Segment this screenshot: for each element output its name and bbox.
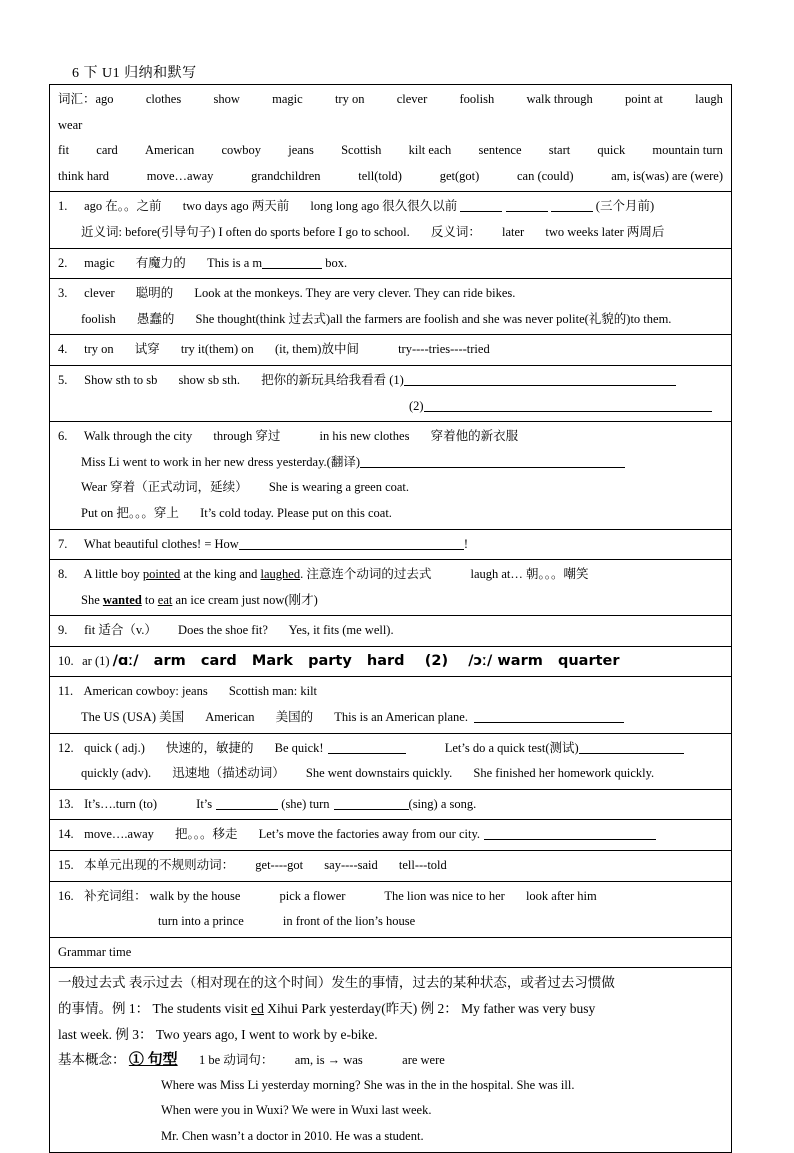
vocab-word: clothes bbox=[145, 92, 182, 106]
item-text: in front of the lion’s house bbox=[282, 914, 416, 929]
item-text: walk by the house bbox=[149, 888, 241, 903]
answer-blank[interactable] bbox=[474, 709, 624, 723]
item-12 bbox=[50, 734, 731, 790]
vocab-word: grandchildren bbox=[251, 168, 321, 183]
item-text: ! bbox=[463, 536, 468, 551]
item-number: 1. bbox=[58, 199, 68, 214]
item-text: It’s bbox=[196, 796, 213, 811]
item-text: try it(them) on bbox=[180, 342, 254, 357]
answer-blank[interactable] bbox=[551, 198, 593, 212]
item-text: This is a m bbox=[206, 255, 263, 270]
vocab-word: laugh bbox=[695, 92, 723, 106]
vocab-line-1 bbox=[58, 87, 723, 113]
item-text: 迅速地（描述动词） bbox=[172, 766, 285, 781]
item-text: Put on 把。。。穿上 bbox=[81, 505, 179, 520]
answer-blank[interactable] bbox=[404, 372, 676, 386]
item-text: later bbox=[502, 224, 525, 239]
underlined-suffix: ed bbox=[251, 1001, 264, 1016]
vocab-word: show bbox=[213, 92, 240, 106]
item-text: It’s cold today. Please put on this coat. bbox=[200, 505, 392, 520]
worksheet-table bbox=[49, 84, 732, 1153]
item-text: laugh at… 朝。。。嘲笑 bbox=[470, 567, 589, 582]
item-number: 6. bbox=[58, 429, 68, 444]
item-text: The US (USA) 美国 bbox=[81, 710, 185, 725]
item-number: 11. bbox=[58, 684, 74, 699]
item-4 bbox=[50, 335, 731, 366]
grammar-text: 一般过去式 表示过去（相对现在的这个时间）发生的事情，过去的某种状态，或者过去习惯做 bbox=[58, 975, 615, 991]
item-text: She thought(think 过去式)all the farmers are foolish and she was never polite(礼貌的)to them. bbox=[195, 311, 672, 326]
vocab-word: can (could) bbox=[516, 168, 574, 183]
item-text: long long ago 很久很久以前 bbox=[310, 199, 458, 214]
item-text: 聪明的 bbox=[135, 286, 174, 301]
item-text: 美国的 bbox=[275, 710, 314, 725]
page-title: 6 下 U1 归纳和默写 bbox=[72, 66, 197, 81]
vocab-row bbox=[50, 85, 731, 192]
item-number: 7. bbox=[58, 536, 68, 551]
item-text: clever bbox=[84, 286, 115, 301]
item-number: 16. bbox=[58, 888, 74, 903]
item-number: 15. bbox=[58, 858, 74, 873]
item-text: Show sth to sb bbox=[84, 372, 158, 387]
item-text: 愚蠢的 bbox=[136, 311, 175, 326]
item-text: (2) bbox=[409, 398, 424, 413]
vocab-word: kilt each bbox=[408, 143, 452, 158]
item-text: quick ( adj.) bbox=[84, 740, 145, 755]
item-text: turn into a prince bbox=[158, 914, 244, 929]
vocab-word: foolish bbox=[459, 92, 495, 106]
vocab-word: American bbox=[145, 143, 195, 158]
underlined-verb: pointed bbox=[142, 567, 181, 582]
item-text: 近义词: before(引导句子) I often do sports before I go to school. bbox=[81, 224, 410, 239]
grammar-text: am, is → was bbox=[294, 1053, 363, 1068]
vocab-word: walk through bbox=[526, 92, 593, 106]
underlined-verb: wanted bbox=[102, 592, 142, 607]
grammar-text: last week. 例 3： Two years ago, I went to work by e-bike. bbox=[58, 1026, 378, 1042]
item-text: (sing) a song. bbox=[408, 796, 477, 811]
vocab-word: think hard bbox=[58, 168, 110, 183]
answer-blank[interactable] bbox=[579, 740, 684, 754]
item-text: Does the shoe fit? bbox=[178, 623, 268, 638]
item-text: Yes, it fits (me well). bbox=[288, 623, 394, 638]
item-text: Miss Li went to work in her new dress yesterday.(翻译) bbox=[81, 454, 360, 469]
vocab-line-3 bbox=[58, 138, 723, 164]
item-text: American bbox=[205, 710, 255, 725]
grammar-text: are were bbox=[402, 1053, 445, 1068]
vocab-word: jeans bbox=[288, 143, 314, 158]
phonics-words: /ɑː/ arm card Mark party hard (2) /ɔː/ warm quarter bbox=[112, 652, 620, 669]
grammar-example: Mr. Chen wasn’t a doctor in 2010. He was a student. bbox=[161, 1128, 424, 1143]
item-number: 3. bbox=[58, 286, 68, 301]
grammar-heading: Grammar time bbox=[58, 944, 132, 959]
grammar-text: 1 be 动词句： bbox=[199, 1053, 274, 1068]
item-text: look after him bbox=[525, 888, 597, 903]
item-text: It’s….turn (to) bbox=[84, 796, 158, 811]
vocab-word: point at bbox=[625, 92, 663, 106]
item-text: (it, them)放中间 bbox=[274, 342, 359, 357]
item-text: This is an American plane. bbox=[334, 710, 468, 725]
item-text: What beautiful clothes! = How bbox=[83, 536, 239, 551]
item-text: quickly (adv). bbox=[81, 766, 152, 781]
vocab-line-4 bbox=[58, 164, 723, 190]
item-text: 有魔力的 bbox=[135, 255, 186, 270]
item-text: box. bbox=[325, 255, 348, 270]
item-text: 快速的，敏捷的 bbox=[166, 740, 254, 755]
item-text: Let’s move the factories away from our city. bbox=[258, 827, 481, 842]
item-6 bbox=[50, 422, 731, 529]
vocab-word: cowboy bbox=[221, 143, 262, 158]
item-text: Wear 穿着（正式动词，延续） bbox=[81, 480, 248, 495]
answer-blank[interactable] bbox=[262, 255, 322, 269]
item-number: 2. bbox=[58, 255, 68, 270]
vocab-word: card bbox=[96, 143, 118, 158]
vocab-word: start bbox=[548, 143, 571, 158]
item-text: . 注意连个动词的过去式 bbox=[300, 567, 432, 582]
item-text: 试穿 bbox=[134, 342, 160, 357]
item-text: ar (1) bbox=[82, 653, 110, 668]
item-5 bbox=[50, 366, 731, 422]
vocab-word: Scottish bbox=[341, 143, 382, 158]
item-text: magic bbox=[84, 255, 115, 270]
item-number: 9. bbox=[58, 623, 68, 638]
underlined-verb: laughed bbox=[260, 567, 301, 582]
vocab-word: magic bbox=[272, 92, 303, 106]
item-text: try----tries----tried bbox=[398, 342, 490, 357]
vocab-word: try on bbox=[334, 92, 365, 106]
vocab-word: tell(told) bbox=[358, 168, 402, 183]
answer-blank[interactable] bbox=[328, 740, 406, 754]
item-text: fit 适合（v.） bbox=[84, 623, 157, 638]
item-text: She went downstairs quickly. bbox=[305, 766, 453, 781]
vocab-word: am, is(was) are (were) bbox=[611, 168, 723, 183]
answer-blank[interactable] bbox=[239, 536, 464, 550]
item-10 bbox=[50, 647, 731, 678]
item-text: Look at the monkeys. They are very clever. They can ride bikes. bbox=[194, 286, 516, 301]
item-text: 把。。。移走 bbox=[175, 827, 238, 842]
item-text: 把你的新玩具给我看看 (1) bbox=[261, 372, 404, 387]
grammar-heading-row bbox=[50, 938, 731, 969]
item-text: 本单元出现的不规则动词： bbox=[84, 858, 235, 873]
answer-blank[interactable] bbox=[216, 796, 278, 810]
grammar-text: 基本概念： bbox=[58, 1052, 126, 1068]
grammar-text: Xihui Park yesterday(昨天) 例 2： My father was very busy bbox=[263, 1001, 596, 1016]
item-text: 反义词： bbox=[430, 224, 481, 239]
vocab-word: fit bbox=[58, 143, 70, 158]
item-text: say----said bbox=[324, 858, 378, 873]
item-11 bbox=[50, 677, 731, 733]
vocab-word: wear bbox=[58, 117, 83, 132]
item-text: through 穿过 bbox=[213, 429, 281, 444]
item-text: She is wearing a green coat. bbox=[268, 480, 410, 495]
section-label: ① 句型 bbox=[128, 1052, 178, 1069]
item-13 bbox=[50, 790, 731, 821]
item-number: 12. bbox=[58, 740, 74, 755]
answer-blank[interactable] bbox=[460, 198, 502, 212]
item-text: Scottish man: kilt bbox=[228, 684, 318, 699]
vocab-word: get(got) bbox=[439, 168, 480, 183]
item-text: to bbox=[141, 592, 158, 607]
item-text: show sb sth. bbox=[178, 372, 240, 387]
grammar-content bbox=[50, 968, 731, 1152]
item-number: 5. bbox=[58, 372, 68, 387]
item-number: 14. bbox=[58, 827, 74, 842]
item-3 bbox=[50, 279, 731, 335]
vocab-word: sentence bbox=[478, 143, 522, 158]
item-16 bbox=[50, 882, 731, 938]
item-text: pick a flower bbox=[279, 888, 346, 903]
answer-blank[interactable] bbox=[334, 796, 409, 810]
item-text: at the king and bbox=[180, 567, 261, 582]
item-text: Walk through the city bbox=[83, 429, 193, 444]
item-text: (she) turn bbox=[281, 796, 330, 811]
item-number: 8. bbox=[58, 567, 68, 582]
item-text: 穿着他的新衣服 bbox=[430, 429, 519, 444]
item-2 bbox=[50, 249, 731, 280]
item-9 bbox=[50, 616, 731, 647]
item-text: Be quick! bbox=[274, 740, 324, 755]
item-1 bbox=[50, 192, 731, 248]
item-text: try on bbox=[84, 342, 114, 357]
item-text: two days ago 两天前 bbox=[182, 199, 290, 214]
underlined-verb: eat bbox=[157, 592, 173, 607]
answer-blank[interactable] bbox=[484, 826, 656, 840]
vocab-line-2 bbox=[58, 113, 723, 139]
answer-blank[interactable] bbox=[424, 398, 712, 412]
item-text: ago 在。。之前 bbox=[84, 199, 162, 214]
item-number: 13. bbox=[58, 796, 74, 811]
item-text: 补充词组： bbox=[84, 888, 147, 903]
item-number: 10. bbox=[58, 653, 74, 668]
item-text: (三个月前) bbox=[595, 199, 655, 214]
item-number: 4. bbox=[58, 342, 68, 357]
vocab-word: quick bbox=[597, 143, 626, 158]
item-text: tell---told bbox=[398, 858, 447, 873]
item-14 bbox=[50, 820, 731, 851]
answer-blank[interactable] bbox=[360, 454, 625, 468]
item-text: two weeks later 两周后 bbox=[545, 224, 665, 239]
vocab-word: clever bbox=[396, 92, 428, 106]
grammar-example: Where was Miss Li yesterday morning? She was in the in the hospital. She was ill. bbox=[161, 1077, 575, 1092]
item-text: move….away bbox=[84, 827, 154, 842]
item-text: foolish bbox=[81, 311, 116, 326]
vocab-word: move…away bbox=[146, 168, 214, 183]
item-text: She finished her homework quickly. bbox=[473, 766, 655, 781]
vocab-word: mountain turn bbox=[652, 143, 723, 158]
item-text: The lion was nice to her bbox=[384, 888, 505, 903]
item-text: American cowboy: jeans bbox=[83, 684, 208, 699]
item-text: Let’s do a quick test(测试) bbox=[444, 740, 579, 755]
grammar-text: 的事情。例 1： The students visit bbox=[58, 1001, 252, 1016]
answer-blank[interactable] bbox=[506, 198, 548, 212]
item-8 bbox=[50, 560, 731, 616]
item-text: in his new clothes bbox=[319, 429, 410, 444]
item-7 bbox=[50, 530, 731, 561]
item-text: get----got bbox=[255, 858, 304, 873]
item-15 bbox=[50, 851, 731, 882]
grammar-example: When were you in Wuxi? We were in Wuxi last week. bbox=[161, 1103, 432, 1118]
vocab-word: 词汇：ago bbox=[58, 92, 114, 106]
item-text: an ice cream just now(刚才) bbox=[172, 592, 318, 607]
item-text: She bbox=[81, 592, 103, 607]
item-text: A little boy bbox=[83, 567, 143, 582]
